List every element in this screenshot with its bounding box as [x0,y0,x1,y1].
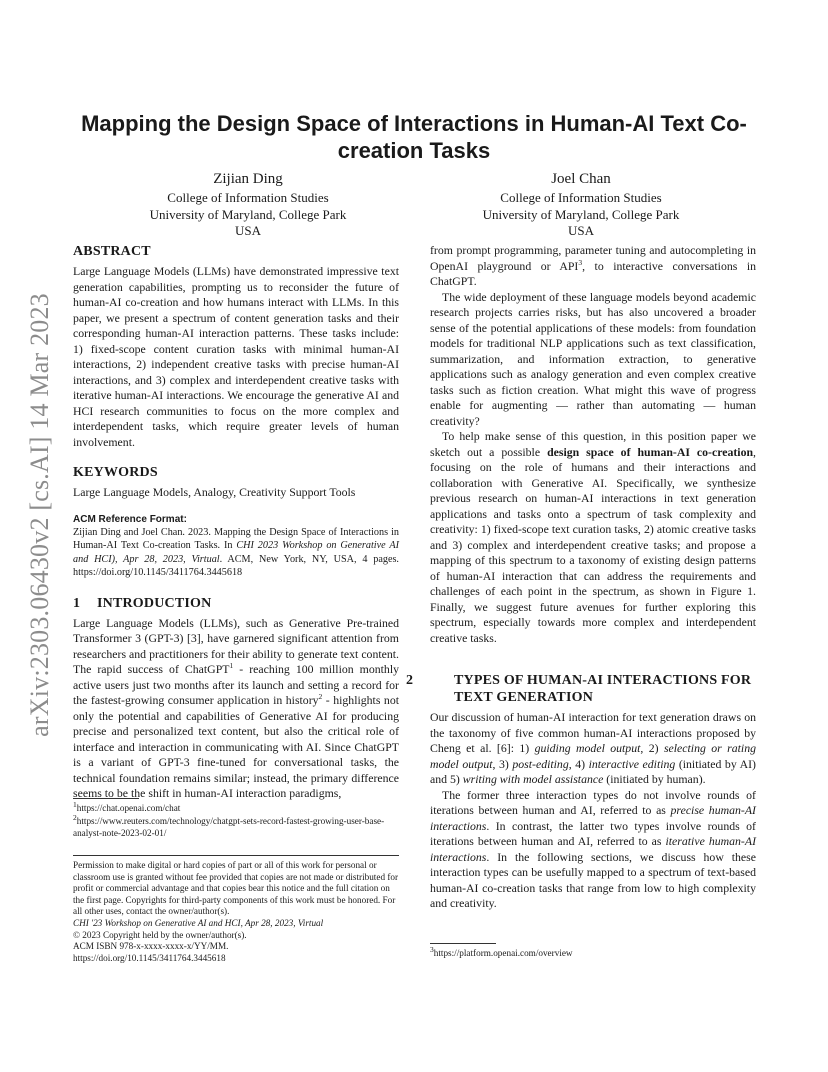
left-column [73,243,400,963]
footnote-2: $^2$https://www.reuters.com/technology/chatgpt-sets-record-fastest-growing-user-base-analyst-note-2023-02-01/ [73,812,385,838]
permission-copyright: © 2023 Copyright held by the owner/author(s). [73,929,247,940]
intro-paragraph-1-cont: from prompt programming, parameter tuning and autocompleting in OpenAI playground or API$^3$, to interactive conversations in ChatGPT. [430,243,757,288]
permission-isbn: ACM ISBN 978-x-xxxx-xxxx-x/YY/MM. [73,941,229,952]
paper-title: Mapping the Design Space of Interactions in Human-AI Text Co-creation Tasks [81,111,747,163]
acm-ref-heading: ACM Reference Format: [73,513,187,525]
keywords-heading: KEYWORDS [73,465,158,480]
arxiv-stamp [20,292,60,738]
intro-paragraph-2: The wide deployment of these language models beyond academic research projects carries risks, but has also uncovered a broader sense of the potential applications of these models: from foundation models for traditional NLP applications such as text classification, summarization, and information extraction, to generative applications such as analogy generation and even complex creative tasks such as fiction creation. What might this wave of progress enable for augmenting — rather than automating — human creativity? [430,289,756,428]
footnote-rule [73,798,139,799]
permission-rule [73,855,399,856]
footnote-1: $^1$https://chat.openai.com/chat [73,799,181,813]
types-paragraph-2: The former three interaction types do not involve rounds of iterations between human and AI, referred to as precise human-AI interactions. In contrast, the latter two types involve rounds of iterations between human and AI, referred to as iterative human-AI interactions. In the following sections, we discuss how these interaction types can be usefully mapped to a spectrum of text-based human-AI co-creation tasks that range from low to high complexity and creativity. [430,787,756,910]
footnote-rule [430,943,496,944]
author-univ: University of Maryland, College Park [149,206,347,222]
author-univ: University of Maryland, College Park [482,206,680,222]
author-block-2 [431,169,731,240]
right-footnote [430,943,756,959]
permission-block [73,855,399,964]
author-name: Joel Chan [551,171,611,187]
author-dept: College of Information Studies [167,190,329,205]
intro-paragraph-1: Large Language Models (LLMs), such as Generative Pre-trained Transformer 3 (GPT-3) [3], have garnered significant attention from researchers and practitioners for their ability to generate text content. The rapid success of ChatGPT$^1$ - reaching 100 million monthly active users just two months after its launch and setting a record for the fastest-growing consumer application in history$^2$ - highlights not only the potential and capabilities of Generative AI for producing precise and personalized text content, but also the critical role of interface and interaction in communicating with AI. Since ChatGPT is a variant of GPT-3 fine-tuned for conversational tasks, the technical foundation remains similar; instead, the primary difference seems to be the shift in human-AI interaction paradigms, [73,615,400,800]
section-1-heading: 1 INTRODUCTION [73,595,212,611]
right-column [406,243,757,958]
abstract-text: Large Language Models (LLMs) have demonstrated impressive text generation capabilities, prompting us to reconsider the future of human-AI co-creation and how humans interact with LLMs. In this paper, we present a spectrum of content generation tasks and their corresponding human-AI interaction patterns. These tasks include: 1) fixed-scope content curation tasks with minimal human-AI interactions, 2) independent creative tasks with precise human-AI interactions, and 3) complex and interdependent creative tasks with iterative human-AI interactions. We encourage the generative AI and HCI research communities to focus on the more complex and interdependent tasks, which require greater levels of human involvement. [73,264,399,449]
arxiv-id: arXiv:2303.06430v2 [cs.AI] 14 Mar 2023 [25,293,54,737]
types-paragraph-1: Our discussion of human-AI interaction for text generation draws on the taxonomy of five common human-AI interactions proposed by Cheng et al. [6]: 1) guiding model output, 2) selecting or rating model output, 3) post-editing, 4) interactive editing (initiated by AI) and 5) writing with model assistance (initiated by human). [430,710,756,786]
permission-text: Permission to make digital or hard copies of part or all of this work for personal or classroom use is granted without fee provided that copies are not made or distributed for profit or commercial advantage and that copies bear this notice and the full citation on the first page. Copyrights for third-party components of this work must be honored. For all other uses, contact the owner/author(s). [73,860,399,917]
intro-paragraph-3: To help make sense of this question, in this position paper we sketch out a possible design space of human-AI co-creation, focusing on the role of humans and their interactions and collaboration with Generative AI. Specifically, we synthesize previous research on human-AI interactions in text generation applications and tasks onto a spectrum of task complexity and creativity: 1) fixed-scope text curation tasks, 2) atomic creative tasks and 3) complex and interdependent creative tasks; and propose a mapping of this spectrum to a taxonomy of existing design patterns of human-AI interaction that can address the requirements and challenges of each point in the spectrum, as shown in Figure 1. Finally, we suggest future avenues for further exploring this spectrum, especially towards more complex and interdependent creative tasks. [430,429,756,645]
author-country: USA [567,223,594,238]
author-dept: College of Information Studies [500,190,662,205]
footnote-3: $^3$https://platform.openai.com/overview [430,944,573,958]
abstract-heading: ABSTRACT [73,244,151,259]
author-name: Zijian Ding [213,171,283,187]
acm-ref-text: Zijian Ding and Joel Chan. 2023. Mapping the Design Space of Interactions in Human-AI Text Co-creation Tasks. In CHI 2023 Workshop on Generative AI and HCI), Apr 28, 2023, Virtual. ACM, New York, NY, USA, 4 pages. https://doi.org/10.1145/3411764.3445618 [73,526,399,578]
permission-venue: CHI '23 Workshop on Generative AI and HCI, Apr 28, 2023, Virtual [73,917,324,928]
keywords-text: Large Language Models, Analogy, Creativity Support Tools [73,485,356,499]
permission-doi: https://doi.org/10.1145/3411764.3445618 [73,952,226,963]
author-block-1 [98,169,398,240]
section-2-heading: 2 TYPES OF HUMAN-AI INTERACTIONS FOR TEXT GENERATION [406,673,752,705]
left-footnotes [73,798,399,839]
author-country: USA [234,223,261,238]
acm-reference [73,513,399,580]
